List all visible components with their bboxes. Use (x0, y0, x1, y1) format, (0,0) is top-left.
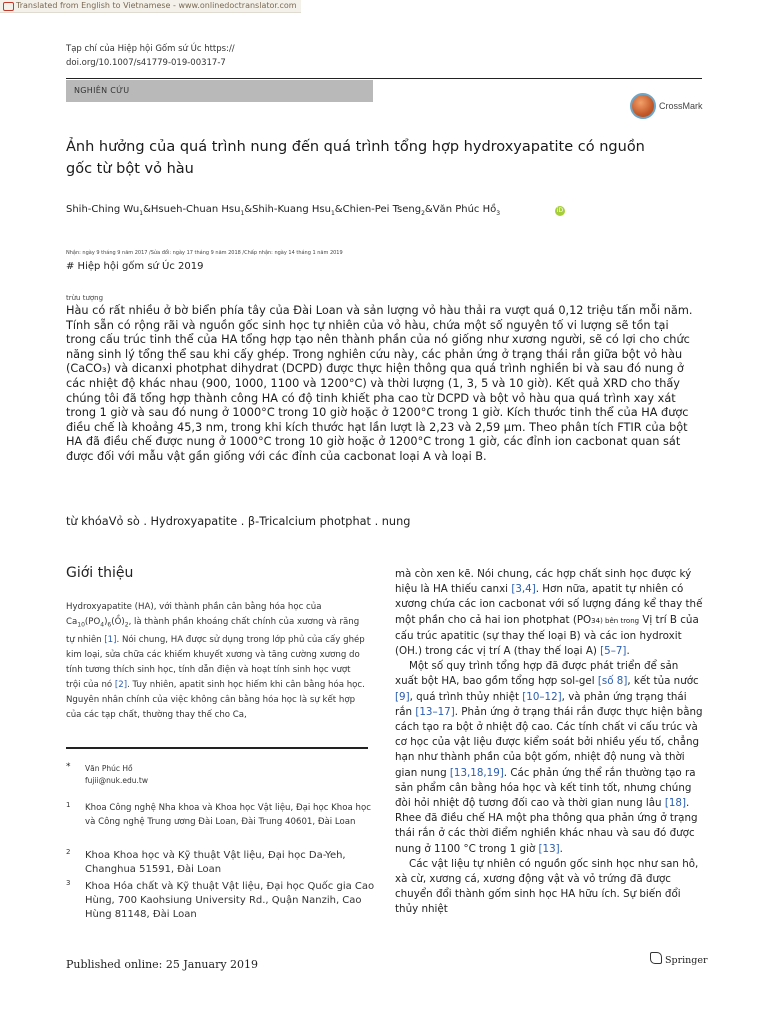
intro-text: ) (104, 617, 108, 627)
crossmark-badge[interactable] (630, 93, 710, 121)
journal-doi[interactable]: doi.org/10.1007/s41779-019-00317-7 (66, 58, 226, 68)
published-date: Published online: 25 January 2019 (66, 958, 259, 971)
citation-link[interactable]: [9] (395, 690, 410, 703)
intro-text: . Rhee đã điều chế HA một pha thông qua phản ứng ở trạng thái rắn ở các thời điểm nghiền khác nhau và sau đó được nung ở 1100 °C trong 1 giờ (395, 797, 698, 855)
author-affiliation: 2 (421, 210, 425, 217)
affiliation-number: 3 (66, 879, 71, 887)
intro-text: , là thành phần khoáng chất chính của xương và răng tự nhiên (66, 617, 360, 645)
author[interactable]: Shih-Ching Wu (66, 204, 140, 215)
paragraph (395, 567, 703, 659)
intro-text: Vị trí B của cấu trúc apatitic (sự thay thế loại B) và các ion hydroxit (OH.) trong các vị trí A (thay thế loại A) (395, 613, 699, 658)
affiliation-2: Khoa Khoa học và Kỹ thuật Vật liệu, Đại học Da-Yeh, Changhua 51591, Đài Loan (85, 850, 346, 875)
citation-link[interactable]: [13] (538, 842, 560, 855)
corresponding-email[interactable]: fujii@nuk.edu.tw (85, 776, 148, 785)
keywords: từ khóaVỏ sò . Hydroxyapatite . β-Tricalcium photphat . nung (66, 515, 411, 528)
copyright-society: # Hiệp hội gốm sứ Úc 2019 (66, 261, 204, 272)
intro-text: . Phản ứng ở trạng thái rắn được thực hiện bằng cách tạo ra bột ở nhiệt độ cao. Các tính chất vi cấu trúc và cơ học của vật liệu được kiểm soát bởi nhiều yếu tố, chẳng hạn như thành phần của bột gốm, nhiệt độ nung và thời gian nung (395, 705, 703, 779)
citation-link[interactable]: [2] (114, 679, 128, 690)
intro-left-column (66, 600, 366, 723)
intro-text: . (559, 842, 563, 855)
author[interactable]: Chien-Pei Tseng (342, 204, 422, 215)
journal-info (66, 42, 366, 70)
paragraph (395, 857, 703, 918)
intro-text: Các vật liệu tự nhiên có nguồn gốc sinh học như san hô, xà cừ, xương cá, xương động vật và vỏ trứng đã được chuyển đổi thành gốm sinh học HA hữu ích. Sự biến đổi thủy nhiệt (395, 857, 699, 916)
citation-link[interactable]: [3,4] (511, 583, 536, 596)
author[interactable]: Văn Phúc Hồ (432, 204, 497, 215)
author-affiliation: 3 (496, 210, 501, 217)
author-separator: & (424, 204, 433, 215)
affiliation-number: 1 (66, 801, 71, 809)
intro-text: . (626, 645, 630, 658)
intro-right-column (395, 567, 703, 918)
author-separator: & (334, 204, 343, 215)
affiliation-number: 2 (66, 848, 71, 856)
journal-line-1: Tạp chí của Hiệp hội Gốm sứ Úc https:// (66, 44, 235, 54)
affiliation-3: Khoa Hóa chất và Kỹ thuật Vật liệu, Đại học Quốc gia Cao Hùng, 700 Kaohsiung University Rd., Quận Nanzih, Cao Hùng 81148, Đài Loan (85, 881, 375, 920)
subscript: 10 (77, 621, 85, 629)
intro-text: , và phản ứng trạng thái rắn (395, 690, 687, 718)
footnote-rule (66, 747, 368, 749)
intro-heading: Giới thiệu (66, 565, 134, 581)
header-rule (66, 78, 702, 79)
author-list (66, 204, 666, 217)
citation-link[interactable]: [18] (664, 797, 686, 810)
author[interactable]: Shih-Kuang Hsu (252, 204, 331, 215)
intro-text: . Các phản ứng thể rắn thường tạo ra sản phẩm cân bằng hóa học và kết tinh tốt, nhưng chúng đòi hỏi nhiệt độ tương đối cao và thời gian nung lâu (395, 766, 696, 810)
springer-horse-icon (650, 952, 662, 964)
translate-icon (3, 2, 14, 11)
intro-text: (Ồ) (111, 617, 125, 627)
article-title: Ảnh hưởng của quá trình nung đến quá trình tổng hợp hydroxyapatite có nguồn gốc từ bột vỏ hàu (66, 139, 645, 177)
abstract-label: trừu tượng (66, 294, 104, 302)
author[interactable]: Hsueh-Chuan Hsu (150, 204, 241, 215)
author-affiliation: 1 (330, 210, 335, 217)
author-separator: & (143, 204, 151, 215)
paragraph (395, 659, 703, 857)
publisher-logo[interactable] (650, 952, 708, 966)
affiliation-1: Khoa Công nghệ Nha khoa và Khoa học Vật liệu, Đại học Khoa học và Công nghệ Trung ương Đài Loan, Đài Trung 40601, Đài Loan (85, 803, 371, 827)
orcid-icon[interactable]: iD (556, 207, 564, 214)
author-affiliation: 1 (240, 210, 245, 217)
article-dates: Nhận: ngày 9 tháng 9 năm 2017 /Sửa đổi: ngày 17 tháng 9 năm 2018 /Chấp nhận: ngày 14 tháng 1 năm 2019 (66, 250, 343, 256)
citation-link[interactable]: [số 8] (597, 675, 628, 688)
publisher-name: Springer (665, 955, 708, 966)
intro-text: , quá trình thủy nhiệt (409, 690, 523, 703)
crossmark-label: CrossMark (659, 101, 703, 111)
corresponding-name: Văn Phúc Hồ (85, 764, 133, 773)
section-label: NGHIÊN CỨU (66, 80, 373, 102)
intro-text-small: 34) bên trong (591, 616, 640, 625)
abstract-text: Hàu có rất nhiều ở bờ biển phía tây của Đài Loan và sản lượng vỏ hàu thải ra vượt quá 0,12 triệu tấn mỗi năm. Tính sẵn có rộng rãi và nguồn gốc sinh học tự nhiên của vỏ hàu, chứa một số nguyên tố vi lượng sẽ tồn tại trong cấu trúc tinh thể của HA tổng hợp tạo nên thành phần của nó giống như xương người, sẽ có lợi cho chức năng sinh lý tổng thể sau khi cấy ghép. Trong nghiên cứu này, các phản ứng ở trạng thái rắn giữa bột vỏ hàu (CaCO₃) và dicanxi photphat dihydrat (DCPD) được thực hiện thông qua quá trình nghiền bi và sau đó nung ở các nhiệt độ khác nhau (900, 1000, 1100 và 1200°C) và thời lượng (1, 3, 5 và 10 giờ). Kết quả XRD cho thấy chúng tôi đã tổng hợp thành công HA có độ tinh khiết pha cao từ DCPD và bột vỏ hàu qua quá trình xay xát trong 1 giờ và sau đó nung ở 1000°C trong 10 giờ hoặc ở 1200°C trong 1 giờ. Kích thước tinh thể của HA được điều chế là khoảng 45,3 nm, trong khi kích thước hạt lần lượt là 2,23 và 2,59 μm. Theo phân tích FTIR của bột HA đã điều chế được nung ở 1000°C trong 10 giờ hoặc ở 1200°C trong 1 giờ, các đỉnh ion cacbonat quan sát được đối với mẫu vật gần giống với các đỉnh của cacbonat loại A và loại B. (66, 304, 693, 463)
intro-text: . Tuy nhiên, apatit sinh học hiếm khi cân bằng hóa học. Nguyên nhân chính của việc không cân bằng hóa học là sự kết hợp của các tạp chất, thường thay thế cho Ca, (66, 679, 365, 720)
intro-text: (PO (84, 617, 101, 627)
intro-text: Hydroxyapatite (HA), với thành phần cân bằng hóa học của Ca (66, 602, 322, 627)
intro-text: Một số quy trình tổng hợp đã được phát triển để sản xuất bột HA, bao gồm tổng hợp sol-gel (395, 660, 679, 688)
citation-link[interactable]: [1] (104, 634, 117, 645)
author-separator: & (244, 204, 253, 215)
corresponding-author (85, 763, 148, 787)
footnote-star: * (66, 762, 71, 772)
subscript: 2 (124, 621, 129, 629)
citation-link[interactable]: [5–7] (600, 645, 627, 658)
crossmark-icon (630, 93, 656, 119)
translator-banner-text: Translated from English to Vietnamese - www.onlinedoctranslator.com (16, 1, 297, 10)
intro-text: . Hơn nữa, apatit tự nhiên có xương chứa các ion cacbonat với số lượng đáng kể thay thế một phần cho cả hai ion photphat (PO (395, 583, 703, 626)
intro-text: . Nói chung, HA được sử dụng trong lớp phủ của cấy ghép kim loại, sửa chữa các khiếm khuyết xương và tăng cường xương do tính tương thích sinh học, tính dẫn điện và hoạt tính sinh học vượt trội của nó (66, 634, 365, 690)
intro-text: , kết tủa nước (627, 675, 699, 688)
author-affiliation: 1 (139, 210, 144, 217)
citation-link[interactable]: [10–12] (522, 690, 562, 703)
subscript: 6 (107, 621, 112, 629)
subscript: 4 (100, 621, 105, 629)
translator-banner[interactable] (0, 0, 301, 13)
citation-link[interactable]: [13,18,19] (449, 766, 504, 779)
intro-text: mà còn xen kẽ. Nói chung, các hợp chất sinh học được ký hiệu là HA thiếu canxi (395, 568, 692, 596)
citation-link[interactable]: [13–17] (415, 705, 455, 718)
